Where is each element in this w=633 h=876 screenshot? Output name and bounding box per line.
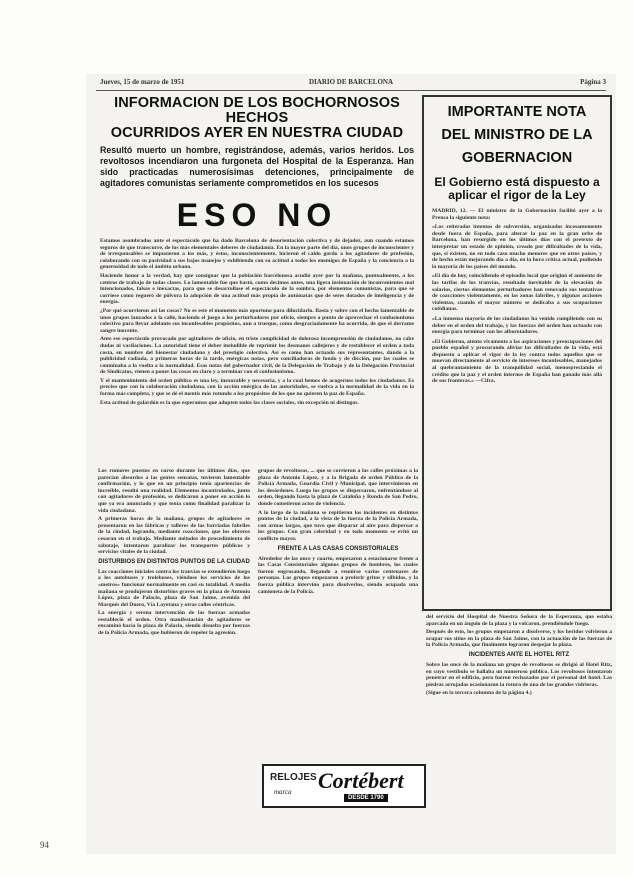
page-number: 94 xyxy=(40,840,49,850)
column-paragraph: La energía y serena intervención de las fuerzas armadas restableció el orden. Otra manifestación de agitadores se encaminó hacia la plaza de Palacio, siendo disuelta por fuerzas de la Policía Armada, que hubieron de repeler la agresión. xyxy=(98,610,250,637)
header-page-number: Página 3 xyxy=(580,78,606,86)
column-paragraph: Sobre las once de la mañana un grupo de revoltosos se dirigió al Hotel Ritz, en cuyo vestíbulo se hallaba un numeroso público. Los revoltosos intentaron penetrar en el edificio, pero fueron rechazados por el personal del hotel. Las piedras arrojadas ocasionaron la rotura de una de las grandes vidrieras. xyxy=(426,661,612,688)
column-paragraph: grupos de revoltosos, ... que se corrieron a las calles próximas a la plaza de Antonio López, y a la Brigada de orden Público de la Policía Armada, Guardia Civil y Municipal, que intervinieron en los desórdenes. Luego los grupos se dispersaron, enfrentándose al orden, llegando hasta la plaza de Cataluña y Ronda de San Pedro, donde cometieron actos de violencia. xyxy=(258,468,418,507)
note-paragraph: MADRID, 12. — El ministro de la Gobernación facilitó ayer a la Prensa la siguiente nota: xyxy=(432,208,602,221)
column-paragraph: del servicio del Hospital de Nuestra Señora de la Esperanza, que estaba aparcada en un ángulo de la plaza y la volcaron, prendiéndole fuego. xyxy=(426,614,612,627)
column-subhead: DISTURBIOS EN DISTINTOS PUNTOS DE LA CIUDAD xyxy=(98,558,250,565)
main-story xyxy=(96,96,418,496)
note-title-line-1: IMPORTANTE NOTA xyxy=(447,104,587,120)
main-headline-line-1: INFORMACION DE LOS BOCHORNOSOS HECHOS xyxy=(114,95,400,126)
editorial-title: ESO NO xyxy=(176,197,338,233)
editorial-paragraph: Haciendo honor a la verdad, hay que consignar que la población barcelonesa acudió ayer por la mañana, puntualmente, a los centros de trabajo de todas clases. Lo lamentable fue que bastó, como decimos antes, una ligera insinuación de inconvenientes mal intencionados, falsas e inexactas, para que se desarrollase el espectáculo de la sombra, por elementos comunistas, para que se corriese como reguero de pólvora la adopción de una actitud más propia de autómatas que de seres dotados de inteligencia y de energía. xyxy=(100,272,414,306)
column-paragraph: Los rumores puestos en curso durante los últimos días, que parecían absurdos a las gentes sensatas, tuvieron lamentable confirmación, y lo que en un principio tenía apariencias de increíble, resultó una realidad. Elementos incontrolados, junto con agitadores de profesión, se dedicaron a poner en acción lo que ya era anunciado y que tenía como finalidad paralizar la vida ciudadana. xyxy=(98,468,250,514)
ministry-note-box xyxy=(422,95,612,611)
ad-relojes-label: RELOJES xyxy=(270,772,317,783)
story-column-2 xyxy=(258,468,418,758)
page-header xyxy=(86,78,616,90)
column-paragraph: Alrededor de las once y cuarto, empezaron a estacionarse frente a las Casas Consistoriales algunos grupos de hombres, los cuales fueron engrosando, llegando a reunirse varios centenares de personas. Los grupos empezaron a proferir gritos y silbidos, y la fuerza pública intervino para disolverlos, siendo ocupada una camioneta de la Policía. xyxy=(258,555,418,595)
column-paragraph: A primeras horas de la mañana, grupos de agitadores se presentaron en las fábricas y talleres de las barriadas fabriles de la ciudad, logrando, mediante coacciones, que los obreros cesaran en el trabajo. Mediante métodos de procedimiento de sabotaje, intentaron paralizar los transportes públicos y servicios vitales de la ciudad. xyxy=(98,516,250,556)
column-paragraph: Después de esto, los grupos empezaron a disolverse, y los heridos volvieron a ocupar sus sitios en la plaza de San Jaime, con la actuación de las fuerzas de la Policía Armada, que finalmente lograron despejar la plaza. xyxy=(426,629,612,649)
note-paragraph: «Los reiterados intentos de subversión, organizados incesantemente desde fuera de España, para alterar la paz en la gran urbe de Barcelona, han resurgido en los últimos días con el pretexto de interpretar un estado de opinión, creado por dificultades de la vida, que, si existen, no en todo caso mucho menores que en otros países, y de hecho están mejorando día a día, en la hora crítica actual, pudiendo la mayoría de los países del mundo. xyxy=(432,224,602,270)
ad-brand-logo: Cortébert xyxy=(318,768,404,793)
note-title-line-3: GOBERNACION xyxy=(461,150,573,166)
header-rule xyxy=(96,90,606,91)
ad-since-label: DESDE 1790 xyxy=(344,794,388,802)
note-paragraph: »La inmensa mayoría de los ciudadanos ha venido cumpliendo con su deber en el orden del trabajo, y las fuerzas del orden han actuado con energía para terminar con los alborotadores. xyxy=(432,315,602,336)
note-subtitle: El Gobierno está dispuesto a aplicar el rigor de la Ley xyxy=(434,175,600,202)
ad-marca-label: marca xyxy=(274,788,292,796)
column-paragraph: A lo largo de la mañana se repitieron los incidentes en distintos puntos de la ciudad, a la vista de la fuerza de la Policía Armada, con armas largas, que tuvo que disparar al aire para dispersar a los grupos. Con gran celeridad y en todo momento se evitó un conflicto mayor. xyxy=(258,509,418,542)
main-story-deck: Resultó muerto un hombre, registrándose, además, varios heridos. Los revoltosos incendiaron una furgoneta del Hospital de la Esperanza. Han sido practicadas numerosísimas detenciones, principalmente de agitadores comunistas seriamente comprometidos en los sucesos xyxy=(100,145,414,188)
cortebert-watch-ad xyxy=(262,764,426,808)
note-title-line-2: DEL MINISTRO DE LA xyxy=(441,127,593,143)
header-paper-name: DIARIO DE BARCELONA xyxy=(308,78,393,86)
column-paragraph: Las coacciones iniciales contra los tranvías se extendieron luego a los autobuses y trolebuses, viéndose los servicios de los «metros» funcionar normalmente en casi su totalidad. A media mañana se produjeron disturbios graves en la plaza de Antonio López, plaza de Palacio, plaza de San Jaime, avenida del Marqués del Duero, Vía Layetana y otras calles céntricas. xyxy=(98,568,250,608)
note-paragraph: »El día de hoy, coincidiendo el episodio local que originó el aumento de las tarifas de los tranvías, resultado inevitable de la elevación de salarios, ciertos elementos perturbadores han renovado sus tentativas de coacciones violentamente, en las zonas fabriles, y algunas acciones violentas, cuando el mayor número se dedicaba a sus ocupaciones cotidianas. xyxy=(432,273,602,313)
editorial-paragraph: Estamos asombrados ante el espectáculo que ha dado Barcelona de desorientación colectiva y de dejadez, aun cuando estamos seguros de que transcurre, de los más elementales deberes de ciudadanía. En la mayor parte del día, unos grupos de inconscientes y de irresponsables se impusieron a los más, y éstos, inconscientemente, hicieron el caldo gordo a los agitadores de profesión, colaborando con su pasividad a sus bajos manejos y exhibiendo con su actitud a todos los enemigos de España y la conciencia a la generosidad de todo el ámbito urbano. xyxy=(100,238,414,271)
editorial-paragraph: ¿Por qué ocurrieron así las cosas? No es este el momento más oportuno para dilucidarlo. Basta y sobre con el hecho lamentable de unos grupos lanzados a la calle, haciendo el juego a los perturbadores por oficio, siempre a punto de aprovechar el confusionismo colectivo para llevar adelante sus inconfesables propósitos, aun a trueque, como desgraciadamente ha ocurrido, de que el derrame sangre inocente. xyxy=(100,307,414,334)
column-subhead: INCIDENTES ANTE EL HOTEL RITZ xyxy=(468,651,570,658)
column-subhead: FRENTE A LAS CASAS CONSISTORIALES xyxy=(277,545,399,552)
editorial-paragraph: Esta actitud de galardón es la que esperamos que adopten todos las clases sociales, sin excepción ni distingos. xyxy=(100,399,359,406)
editorial-paragraph: Ante ese espectáculo provocado por agitadores de oficio, en triste complicidad de dolorosa incomprensión de ciudadanos, no cabe dudas ni vacilaciones. La autoridad tiene el deber ineludible de reprimir los desmanes callejeros y de restablecer el orden a toda costa, en nombre del bienestar ciudadano y del prestigio colectivo. Así es como han actuado sus representantes, dando a la publicidad radiada, a primeras horas de la tarde, enérgicas notas, pero conciliadoras de fondo y de dicción, por las cuales se conminaba a la vuelta a la normalidad. Esas notas del gobernador civil, de la Delegación de Trabajo y de la Delegación Provincial de Sindicatos, vienen a poner las cosas en claro y a terminar con el confusionismo. xyxy=(100,336,414,376)
continuation-note: (Sigue en la tercera columna de la página 4.) xyxy=(426,690,532,697)
header-date: Jueves, 15 de marzo de 1951 xyxy=(100,78,185,86)
note-body xyxy=(432,208,602,588)
main-headline-line-2: OCURRIDOS AYER EN NUESTRA CIUDAD xyxy=(110,125,404,141)
story-column-1 xyxy=(98,468,250,848)
note-paragraph: »El Gobierno, atento vivamente a las aspiraciones y preocupaciones del pueblo español y procurando aliviar las dificultades de la vida, está dispuesto a aplicar el rigor de la ley contra todos aquellos que se muevan directamente al servicio de intereses inconfesables, manejados al quebrantamiento de la tranquilidad social, menospreciando el crédito que la paz y el orden internos de España han ganado más allá de sus fronteras.» —Cifra. xyxy=(432,338,602,385)
editorial-paragraph: Y el mantenimiento del orden público es una ley, inexorable y necesaria, y a la cual hemos de acogernos todos los ciudadanos. Es preciso que con la colaboración ciudadana, con la acción enérgica de las autoridades, se vuelva a la normalidad de la vida en la forma más completa, y que se dé el mentís más rotundo a los propósitos de los que no quieren la paz de España. xyxy=(100,377,414,398)
editorial-body xyxy=(100,238,414,496)
story-column-3 xyxy=(426,614,612,759)
